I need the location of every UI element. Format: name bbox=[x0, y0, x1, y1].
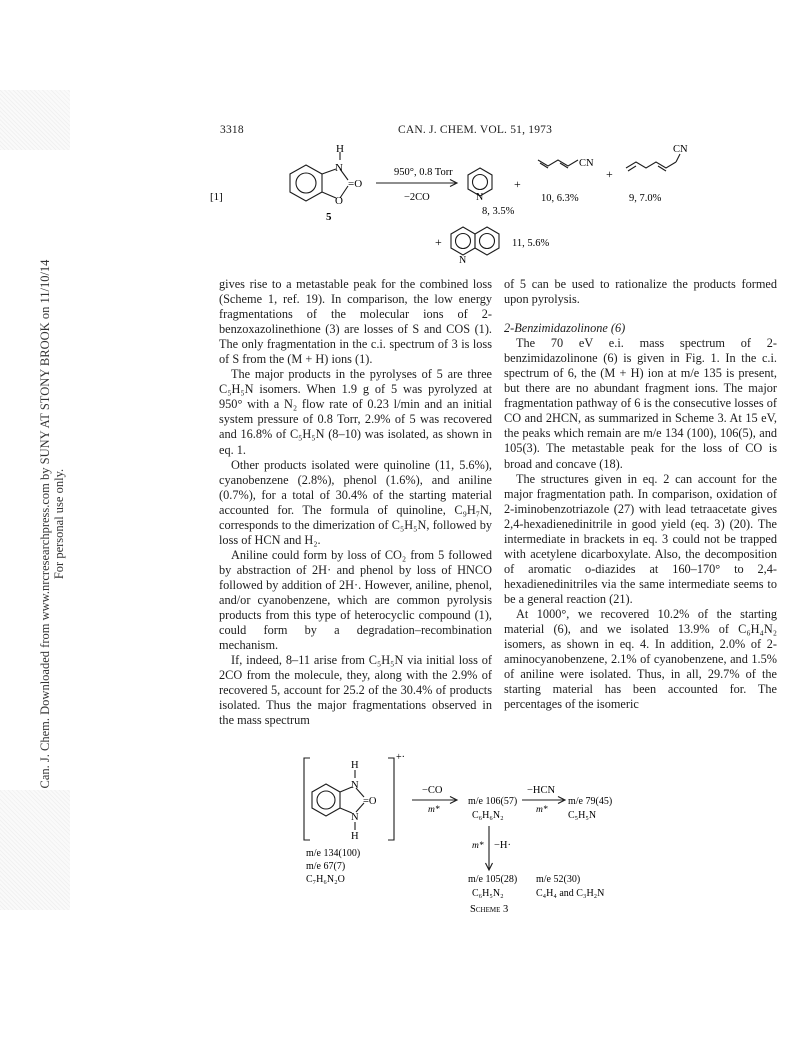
benzene-ring bbox=[290, 165, 322, 201]
benzene-ring-6 bbox=[312, 784, 340, 816]
formula-c6h5n2: C₆H₅N₂ bbox=[472, 888, 504, 899]
atom-h-top: H bbox=[351, 760, 359, 771]
atom-n-bottom: N bbox=[351, 812, 359, 823]
atom-h: H bbox=[336, 143, 344, 155]
carbonyl-o: =O bbox=[348, 178, 363, 190]
plus-1: + bbox=[514, 177, 521, 191]
scheme-3 bbox=[300, 752, 613, 915]
left-para-1: gives rise to a metastable peak for the combined loss (Scheme 1, ref. 19). In comparison, the low energy fragmentations of the molecular ions of 2-benzoxazolinethione (3) are losses of S and COS (1). The only fragmentation in the c.i. spectrum of 3 is loss of S from the (M + H) ions (1). bbox=[219, 277, 492, 367]
ion-67: m/e 67(7) bbox=[306, 861, 346, 872]
right-para-3: At 1000°, we recovered 10.2% of the starting material (6), and we isolated 13.9% of C₆H₄N₂ isomers, as shown in eq. 4. In addition, 2.0% of 2-aminocyanobenzene, 2.1% of cyanobenzene, and 1.5% of aniline were isolated. Thus, in all, 29.7% of the starting material has been accounted for. The percentages of the isomeric bbox=[504, 606, 777, 712]
product-10: 10, 6.3% bbox=[541, 193, 579, 204]
side-watermark bbox=[38, 244, 66, 804]
formula-c6h6n2: C₆H₆N₂ bbox=[472, 810, 504, 821]
scheme-1 bbox=[210, 138, 700, 266]
formula-c4h4-c3h2n: C₄H₄ and C₃H₂N bbox=[536, 888, 605, 899]
watermark-line-2: For personal use only. bbox=[52, 468, 66, 580]
plus-3: + bbox=[435, 235, 442, 249]
product-8: 8, 3.5% bbox=[482, 206, 515, 217]
loss-hcn: −HCN bbox=[527, 785, 556, 796]
metastable-2: m* bbox=[536, 805, 548, 815]
metastable-1: m* bbox=[428, 805, 440, 815]
formula-c5h5n: C₅H₅N bbox=[568, 810, 597, 821]
journal-header: CAN. J. CHEM. VOL. 51, 1973 bbox=[398, 124, 553, 136]
cn-group-10: CN bbox=[579, 158, 594, 169]
plus-2: + bbox=[606, 167, 613, 181]
ion-105: m/e 105(28) bbox=[468, 874, 518, 885]
right-column bbox=[504, 277, 777, 712]
watermark-line-1: Can. J. Chem. Downloaded from www.nrcresearchpress.com by SUNY AT STONY BROOK on 11/10/14 bbox=[38, 259, 52, 789]
right-para-1: The 70 eV e.i. mass spectrum of 2-benzimidazolinone (6) is given in Fig. 1. In the c.i. spectrum of 6, the (M + H) ion at m/e 135 is present, but there are no abundant fragment ions. The major fragmentation pathway of 6 is the consecutive losses of CO and 2HCN, as summarized in Scheme 3. At 15 eV, the peaks which remain are m/e 134 (100), 106(5), and 105(3). The metastable peak for the loss of CO is broad and concave (18). bbox=[504, 336, 777, 471]
loss-co: −CO bbox=[422, 785, 443, 796]
carbonyl-o-3: =O bbox=[363, 796, 377, 807]
cn-group-9: CN bbox=[673, 144, 688, 155]
atom-h-bottom: H bbox=[351, 831, 359, 842]
compound-5-label: 5 bbox=[326, 211, 332, 223]
product-9: 9, 7.0% bbox=[629, 193, 662, 204]
atom-n-top: N bbox=[351, 780, 359, 791]
quinoline-ring-b bbox=[475, 227, 499, 255]
scheme-3-title: Scheme 3 bbox=[470, 904, 509, 915]
condition-bottom: −2CO bbox=[404, 192, 430, 203]
radical-cation-charge: +· bbox=[396, 752, 405, 763]
scan-noise-bottom bbox=[0, 790, 70, 910]
ion-134: m/e 134(100) bbox=[306, 848, 361, 859]
ion-79: m/e 79(45) bbox=[568, 796, 613, 807]
quinoline-n: N bbox=[459, 255, 467, 266]
atom-o: O bbox=[335, 195, 343, 207]
left-para-2: The major products in the pyrolyses of 5 are three C₅H₅N isomers. When 1.9 g of 5 was pyrolyzed at 950° with a N₂ flow rate of 0.23 l/min and an initial system pressure of 0.8 Torr, 2.9% of 5 was recovered and 16.8% of C₅H₅N (8–10) was isolated, as shown in eq. 1. bbox=[219, 367, 492, 457]
right-para-continue: of 5 can be used to rationalize the products formed upon pyrolysis. bbox=[504, 277, 777, 307]
product-11: 11, 5.6% bbox=[512, 238, 550, 249]
eq1-label: [1] bbox=[210, 191, 223, 203]
aromatic-circle bbox=[296, 173, 316, 193]
formula-c7h6n2o: C₇H₆N₂O bbox=[306, 874, 345, 885]
pyridine-n: N bbox=[476, 192, 484, 203]
condition-top: 950°, 0.8 Torr bbox=[394, 167, 453, 178]
right-para-2: The structures given in eq. 2 can account for the major fragmentation path. In comparison, oxidation of 2-iminobenzotriazole (27) with lead tetraacetate gives 2,4-hexadienedinitrile in good yield (eq. 3) (20). The intermediate in brackets in eq. 3 could not be trapped with acetylene dicarboxylate. Also, the decomposition of aromatic o-diazides at 160–170° to 2,4-hexadienedinitriles via the same intermediate seems to be a general reaction (21). bbox=[504, 471, 777, 606]
atom-n: N bbox=[335, 162, 343, 174]
left-para-5: If, indeed, 8–11 arise from C₅H₅N via initial loss of 2CO from the molecule, they, along with the 2.9% of recovered 5, account for 25.2 of the 30.4% of products isolated. Thus the major fragmentations observed in the mass spectrum bbox=[219, 653, 492, 728]
left-para-3: Other products isolated were quinoline (11, 5.6%), cyanobenzene (2.8%), phenol (1.6%), and aniline (0.7%), for a total of 30.4% of the starting material accounted for. The formula of quinoline, C₉H₇N, corresponds to the dimerization of C₅H₅N, followed by loss of HCN and H₂. bbox=[219, 457, 492, 547]
section-heading: 2-Benzimidazolinone (6) bbox=[504, 321, 626, 336]
ion-52: m/e 52(30) bbox=[536, 874, 581, 885]
left-para-4: Aniline could form by loss of CO₂ from 5 followed by abstraction of 2H· and phenol by loss of HNCO followed by addition of 2H·. However, aniline, phenol, and/or cyanobenzene, which are common pyrolysis products from this type of heterocyclic compound (1), could form by a degradation–recombination mechanism. bbox=[219, 547, 492, 653]
loss-h: −H· bbox=[494, 840, 512, 851]
page-number: 3318 bbox=[220, 124, 244, 136]
ion-106: m/e 106(57) bbox=[468, 796, 518, 807]
left-bracket bbox=[304, 758, 310, 840]
left-column bbox=[219, 277, 492, 728]
scan-noise-top bbox=[0, 90, 70, 150]
quinoline-ring-a bbox=[451, 227, 475, 255]
right-bracket bbox=[388, 758, 394, 840]
metastable-3: m* bbox=[472, 841, 484, 851]
